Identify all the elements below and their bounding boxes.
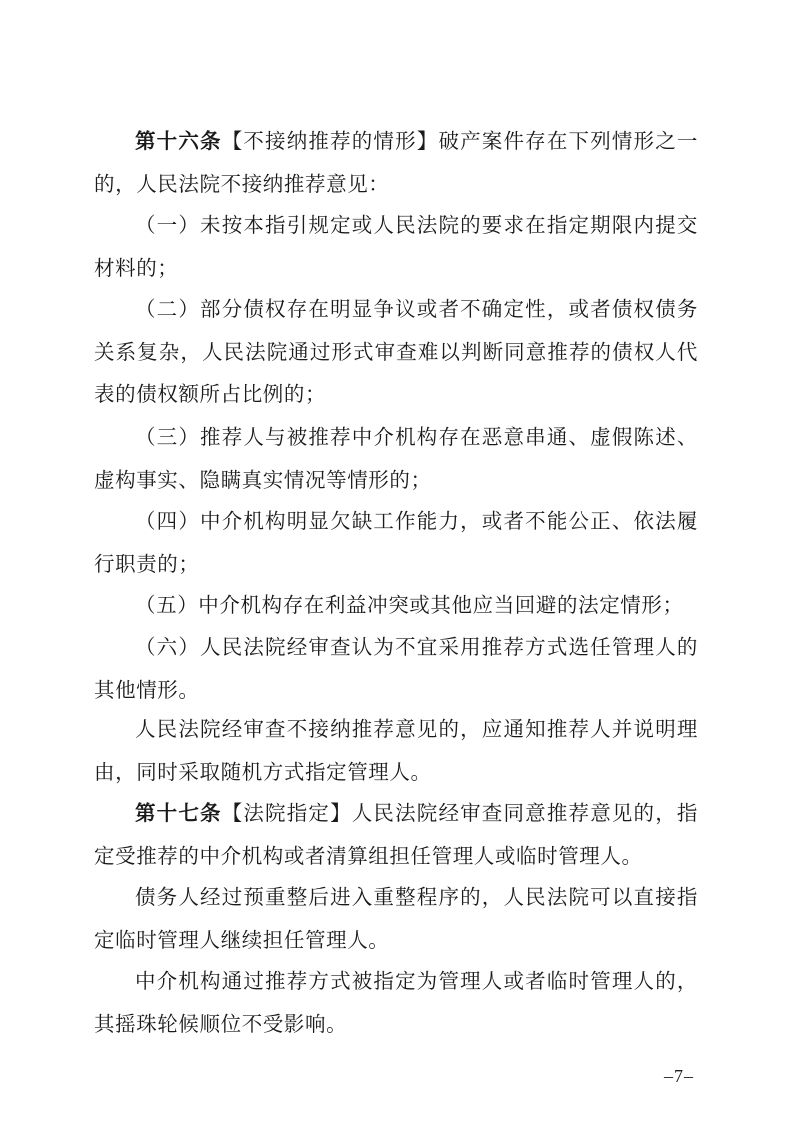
list-item-3 [94,416,698,501]
rotation-order-paragraph [94,960,698,1045]
paragraph-text: 中介机构通过推荐方式被指定为管理人或者临时管理人的，其摇珠轮候顺位不受影响。 [94,969,698,1036]
article-number: 第十六条 [135,129,222,153]
paragraph-text: 人民法院经审查不接纳推荐意见的，应通知推荐人并说明理由，同时采取随机方式指定管理人。 [94,717,698,784]
list-item-5 [94,584,698,627]
paragraph-text: （三）推荐人与被推荐中介机构存在恶意串通、虚假陈述、虚构事实、隐瞒真实情况等情形的； [94,425,698,492]
pre-reorganization-paragraph [94,876,698,961]
paragraph-text: （四）中介机构明显欠缺工作能力，或者不能公正、依法履行职责的； [94,509,698,576]
paragraph-text: （五）中介机构存在利益冲突或其他应当回避的法定情形； [135,593,684,617]
list-item-6 [94,626,698,711]
paragraph-text: （六）人民法院经审查认为不宜采用推荐方式选任管理人的其他情形。 [94,635,698,702]
paragraph-text: 【法院指定】人民法院经审查同意推荐意见的，指定受推荐的中介机构或者清算组担任管理人或临时管理人。 [94,801,698,868]
article-16-paragraph [94,120,698,205]
article-number: 第十七条 [135,801,222,825]
rejection-paragraph [94,708,698,793]
paragraph-text: （一）未按本指引规定或人民法院的要求在指定期限内提交材料的； [94,213,698,280]
paragraph-text: 【不接纳推荐的情形】破产案件存在下列情形之一的，人民法院不接纳推荐意见： [94,129,698,196]
paragraph-text: 债务人经过预重整后进入重整程序的，人民法院可以直接指定临时管理人继续担任管理人。 [94,885,698,952]
paragraph-text: （二）部分债权存在明显争议或者不确定性，或者债权债务关系复杂，人民法院通过形式审查难以判断同意推荐的债权人代表的债权额所占比例的； [94,297,698,406]
list-item-2 [94,288,698,416]
article-17-paragraph [94,792,698,877]
list-item-1 [94,204,698,289]
page-number: –7– [664,1066,694,1086]
list-item-4 [94,500,698,585]
